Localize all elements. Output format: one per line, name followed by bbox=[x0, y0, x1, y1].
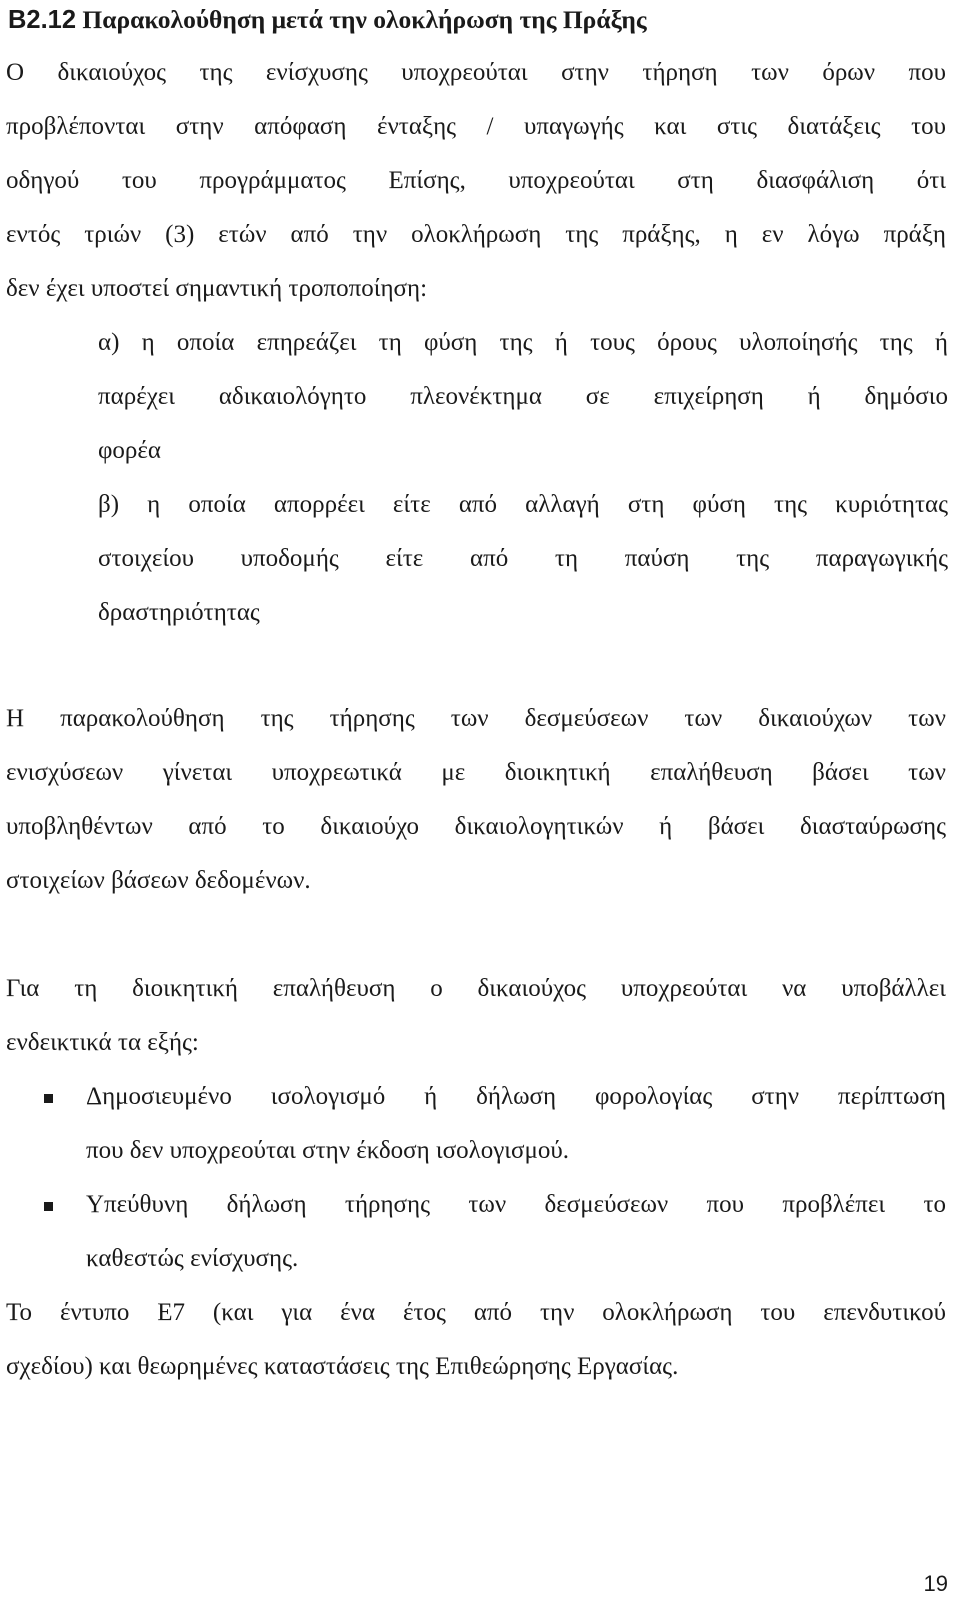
text-line: Για τη διοικητική επαλήθευση ο δικαιούχος υποχρεούται να υποβάλλει bbox=[6, 975, 946, 1002]
section-heading bbox=[8, 2, 953, 38]
page-number: 19 bbox=[923, 1571, 948, 1596]
text-line: Δημοσιευμένο ισολογισμό ή δήλωση φορολογίας στην περίπτωση bbox=[86, 1083, 946, 1110]
text-line: εντός τριών (3) ετών από την ολοκλήρωση της πράξης, η εν λόγω πράξη bbox=[6, 221, 946, 248]
bullet-item bbox=[6, 1178, 946, 1286]
text-line: δεν έχει υποστεί σημαντική τροποποίηση: bbox=[6, 275, 428, 302]
text-line: ενδεικτικά τα εξής: bbox=[6, 1029, 199, 1056]
text-line: Υπεύθυνη δήλωση τήρησης των δεσμεύσεων που προβλέπει το bbox=[86, 1191, 946, 1218]
text-line: που δεν υποχρεούται στην έκδοση ισολογισμού. bbox=[86, 1137, 570, 1164]
list-item-a bbox=[98, 316, 948, 478]
text-line: δραστηριότητας bbox=[98, 599, 260, 626]
bullet-item bbox=[6, 1070, 946, 1178]
section-number: B2.12 bbox=[8, 6, 77, 34]
paragraph-verification bbox=[6, 962, 946, 1070]
text-line: Η παρακολούθηση της τήρησης των δεσμεύσεων των δικαιούχων των bbox=[6, 705, 946, 732]
text-line: υποβληθέντων από το δικαιούχο δικαιολογητικών ή βάσει διασταύρωσης bbox=[6, 813, 946, 840]
text-line: οδηγού του προγράμματος Επίσης, υποχρεούται στη διασφάλιση ότι bbox=[6, 167, 946, 194]
text-line: παρέχει αδικαιολόγητο πλεονέκτημα σε επιχείρηση ή δημόσιο bbox=[98, 383, 948, 410]
text-line: ενισχύσεων γίνεται υποχρεωτικά με διοικητική επαλήθευση βάσει των bbox=[6, 759, 946, 786]
paragraph-monitoring bbox=[6, 692, 946, 908]
text-line: καθεστώς ενίσχυσης. bbox=[86, 1245, 299, 1272]
text-line: Το έντυπο Ε7 (και για ένα έτος από την ολοκλήρωση του επενδυτικού bbox=[6, 1299, 946, 1326]
text-line: προβλέπονται στην απόφαση ένταξης / υπαγωγής και στις διατάξεις του bbox=[6, 113, 946, 140]
text-line: φορέα bbox=[98, 437, 162, 464]
text-line: στοιχείων βάσεων δεδομένων. bbox=[6, 867, 311, 894]
section-title: Παρακολούθηση μετά την ολοκλήρωση της Πράξης bbox=[82, 5, 647, 34]
square-bullet-icon bbox=[44, 1202, 53, 1211]
bullet-list bbox=[6, 1070, 946, 1286]
text-line: σχεδίου) και θεωρημένες καταστάσεις της Επιθεώρησης Εργασίας. bbox=[6, 1353, 679, 1380]
paragraph-obligations bbox=[6, 46, 946, 316]
text-line: β) η οποία απορρέει είτε από αλλαγή στη φύση της κυριότητας bbox=[98, 491, 948, 518]
list-item-b bbox=[98, 478, 948, 640]
text-line: Ο δικαιούχος της ενίσχυσης υποχρεούται στην τήρηση των όρων που bbox=[6, 59, 946, 86]
text-line: στοιχείου υποδομής είτε από τη παύση της παραγωγικής bbox=[98, 545, 948, 572]
square-bullet-icon bbox=[44, 1094, 53, 1103]
text-line: α) η οποία επηρεάζει τη φύση της ή τους όρους υλοποίησής της ή bbox=[98, 329, 948, 356]
paragraph-e7-form bbox=[6, 1286, 946, 1394]
